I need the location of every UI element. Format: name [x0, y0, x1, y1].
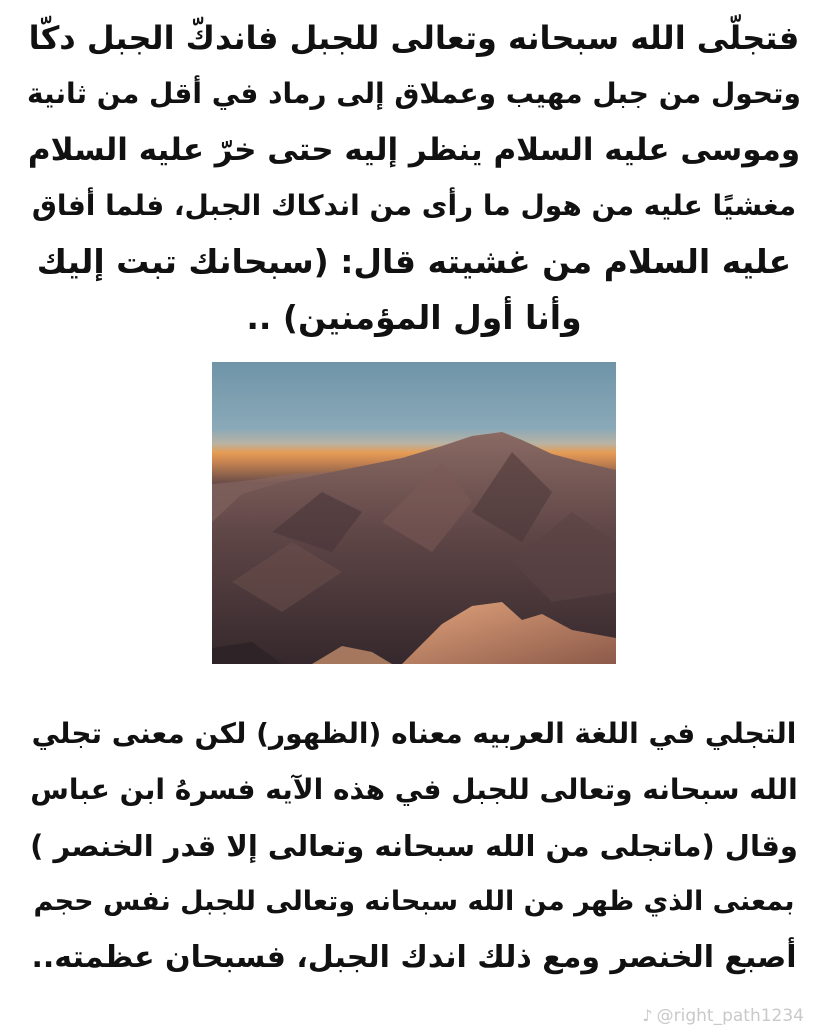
text-line: وقال (ماتجلى من الله سبحانه وتعالى إلا قدر الخنصر ) [30, 829, 798, 863]
paragraph-bottom [20, 706, 808, 986]
watermark-handle: @right_path1234 [656, 1006, 804, 1026]
paragraph-top [20, 10, 808, 346]
text-line: مغشيًا عليه من هول ما رأى من اندكاك الجبل، فلما أفاق [31, 189, 797, 222]
text-line: أصبع الخنصر ومع ذلك اندك الجبل، فسبحان عظمته.. [31, 940, 797, 975]
text-line: بمعنى الذي ظهر من الله سبحانه وتعالى للجبل نفس حجم [33, 886, 795, 917]
mountain-illustration [212, 362, 616, 664]
text-line: عليه السلام من غشيته قال: (سبحانك تبت إليك [36, 242, 792, 281]
text-line: الله سبحانه وتعالى للجبل في هذه الآيه فسرهُ ابن عباس [30, 773, 798, 806]
watermark [642, 1006, 804, 1026]
text-line: فتجلّى الله سبحانه وتعالى للجبل فاندكّ الجبل دكّا [28, 19, 800, 57]
music-note-icon: ♪ [642, 1006, 653, 1025]
text-line: وموسى عليه السلام ينظر إليه حتى خرّ عليه السلام [27, 132, 801, 168]
text-line: وأنا أول المؤمنين) .. [246, 298, 582, 337]
text-line: وتحول من جبل مهيب وعملاق إلى رماد في أقل من ثانية [27, 77, 801, 110]
mountain-photo [212, 362, 616, 664]
text-line: التجلي في اللغة العربيه معناه (الظهور) لكن معنى تجلي [31, 717, 797, 750]
